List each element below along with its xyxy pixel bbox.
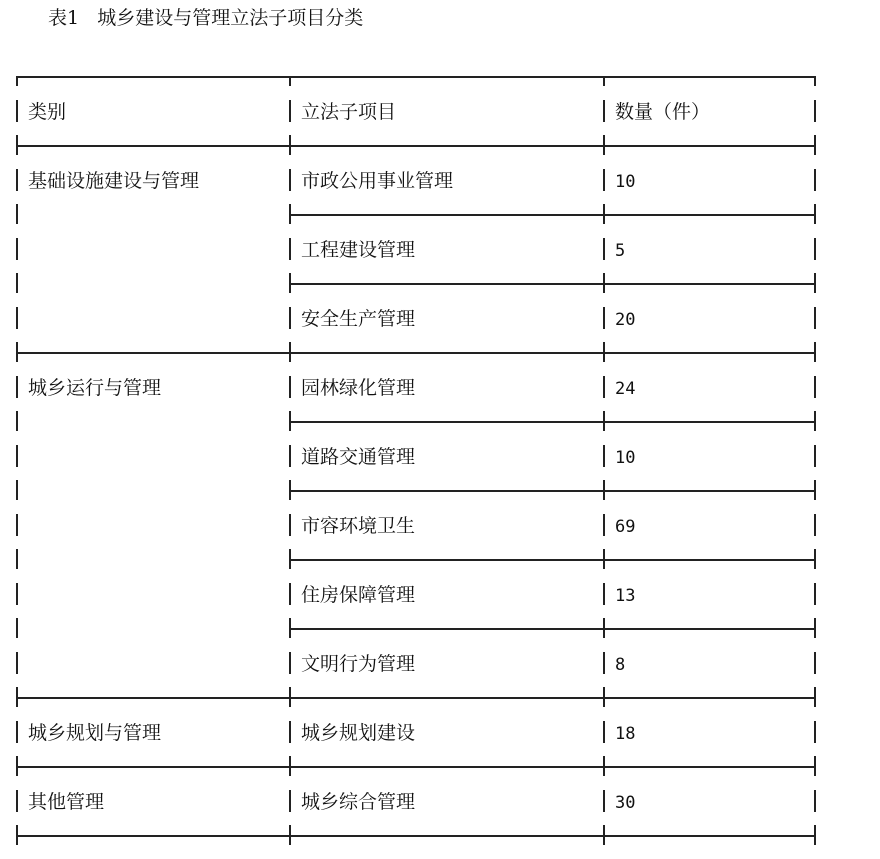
column-rule [289,100,291,122]
count-cell: 10 [615,448,636,468]
count-cell: 24 [615,379,636,399]
category-cell: 基础设施建设与管理 [28,170,200,192]
column-rule [603,549,605,569]
column-rule [289,307,291,329]
column-rule [16,100,18,122]
column-rule [16,204,18,224]
column-rule [603,100,605,122]
column-rule [289,549,291,569]
column-rule [603,721,605,743]
column-rule [16,618,18,638]
column-rule [16,687,18,707]
column-rule [289,825,291,845]
column-rule [289,169,291,191]
header-subproject: 立法子项目 [301,101,397,123]
count-cell: 10 [615,172,636,192]
column-rule [289,480,291,500]
header-count: 数量（件） [615,101,711,123]
column-rule [289,411,291,431]
column-rule [814,687,816,707]
column-rule [289,135,291,155]
column-rule [814,238,816,260]
column-rule [814,480,816,500]
table-top-rule [16,76,816,78]
subproject-cell: 市容环境卫生 [301,515,416,537]
column-rule [603,135,605,155]
column-rule [814,307,816,329]
column-rule [603,790,605,812]
column-rule [814,135,816,155]
subproject-cell: 安全生产管理 [301,308,416,330]
column-rule [814,618,816,638]
column-rule [603,342,605,362]
column-rule [603,411,605,431]
column-rule [603,687,605,707]
column-rule [603,480,605,500]
count-cell: 69 [615,517,636,537]
subproject-cell: 园林绿化管理 [301,377,416,399]
count-cell: 8 [615,655,626,675]
column-rule [289,721,291,743]
column-rule [16,721,18,743]
column-rule [289,76,291,86]
column-rule [814,549,816,569]
item-rule [289,421,816,423]
column-rule [814,169,816,191]
item-rule [289,214,816,216]
column-rule [603,376,605,398]
column-rule [289,514,291,536]
column-rule [603,76,605,86]
column-rule [16,790,18,812]
column-rule [289,618,291,638]
column-rule [814,411,816,431]
column-rule [814,825,816,845]
column-rule [289,687,291,707]
column-rule [289,204,291,224]
column-rule [814,721,816,743]
subproject-cell: 住房保障管理 [301,584,416,606]
count-cell: 13 [615,586,636,606]
column-rule [603,273,605,293]
column-rule [16,169,18,191]
column-rule [814,756,816,776]
header-category: 类别 [28,101,67,123]
column-rule [603,825,605,845]
column-rule [814,652,816,674]
column-rule [814,342,816,362]
column-rule [603,618,605,638]
column-rule [603,307,605,329]
column-rule [814,514,816,536]
subproject-cell: 文明行为管理 [301,653,416,675]
column-rule [603,756,605,776]
group-rule [16,352,816,354]
column-rule [16,825,18,845]
column-rule [814,204,816,224]
column-rule [603,652,605,674]
item-rule [289,490,816,492]
column-rule [289,445,291,467]
table-caption: 表1 城乡建设与管理立法子项目分类 [48,7,364,29]
column-rule [16,135,18,155]
classification-table [16,76,816,836]
item-rule [289,628,816,630]
column-rule [16,238,18,260]
column-rule [16,756,18,776]
column-rule [814,790,816,812]
column-rule [603,169,605,191]
item-rule [289,283,816,285]
column-rule [16,445,18,467]
category-cell: 城乡运行与管理 [28,377,162,399]
subproject-cell: 工程建设管理 [301,239,416,261]
group-rule [16,766,816,768]
column-rule [289,756,291,776]
column-rule [289,342,291,362]
column-rule [289,273,291,293]
column-rule [814,445,816,467]
count-cell: 5 [615,241,626,261]
column-rule [16,514,18,536]
column-rule [16,273,18,293]
column-rule [16,583,18,605]
subproject-cell: 市政公用事业管理 [301,170,454,192]
column-rule [603,204,605,224]
group-rule [16,835,816,837]
column-rule [289,238,291,260]
column-rule [289,376,291,398]
column-rule [603,514,605,536]
column-rule [814,376,816,398]
count-cell: 18 [615,724,636,744]
column-rule [16,342,18,362]
header-rule [16,145,816,147]
subproject-cell: 城乡综合管理 [301,791,416,813]
column-rule [814,100,816,122]
column-rule [814,273,816,293]
column-rule [289,790,291,812]
column-rule [289,583,291,605]
column-rule [16,549,18,569]
column-rule [16,652,18,674]
item-rule [289,559,816,561]
column-rule [814,76,816,86]
count-cell: 20 [615,310,636,330]
count-cell: 30 [615,793,636,813]
column-rule [16,480,18,500]
category-cell: 其他管理 [28,791,105,813]
column-rule [603,445,605,467]
column-rule [16,376,18,398]
column-rule [16,411,18,431]
subproject-cell: 城乡规划建设 [301,722,416,744]
column-rule [603,238,605,260]
column-rule [289,652,291,674]
subproject-cell: 道路交通管理 [301,446,416,468]
column-rule [16,307,18,329]
column-rule [16,76,18,86]
category-cell: 城乡规划与管理 [28,722,162,744]
group-rule [16,697,816,699]
column-rule [814,583,816,605]
column-rule [603,583,605,605]
